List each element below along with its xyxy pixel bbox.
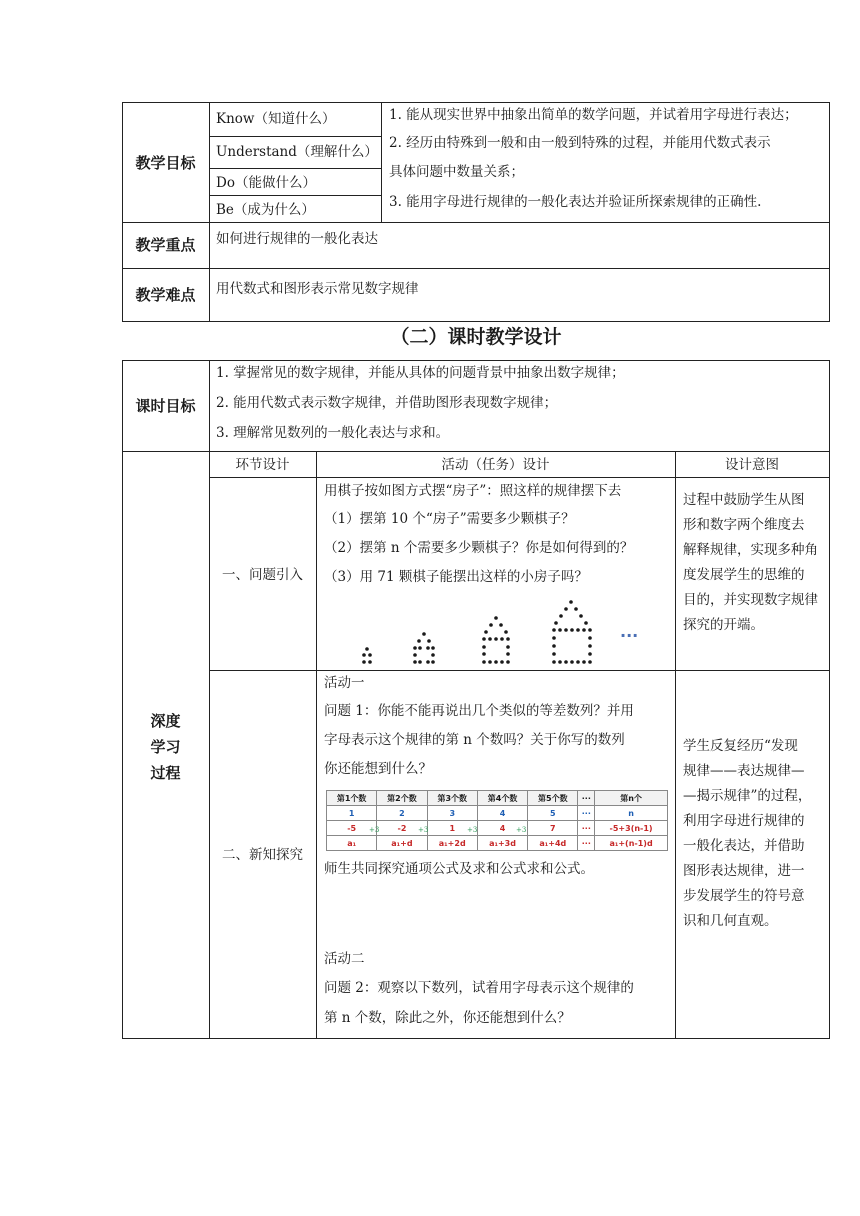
lesson-goal-header: 课时目标 [135, 397, 196, 415]
sequence-table: 第1个数 第2个数 第3个数 第4个数 第5个数 ··· 第n个 1 2 3 4 5 ··· n -5 -2 1 4 7 ··· -5+3(n-1) a₁ a₁+d a₁+2d a₁+3d a₁+4d ··· a₁+(n-1)d [326, 790, 668, 851]
col-header-activity: 活动（任务）设计 [441, 457, 550, 473]
level-be: Be（成为什么） [216, 202, 315, 218]
stage1-intent: 过程中鼓励学生从图 形和数字两个维度去 解释规律，实现多种角 度发展学生的思维的 目的，并实现数字规律 探究的开端。 [683, 492, 818, 633]
q1-line-3: 你还能想到什么？ [324, 761, 432, 777]
stage1-name: 一、问题引入 [222, 567, 303, 583]
house-4 [552, 600, 592, 664]
q2-line-2: 第 n 个数，除此之外，你还能想到什么？ [324, 1010, 571, 1026]
activity1-label: 活动一 [324, 675, 365, 691]
lesson-goal-1: 1. 掌握常见的数字规律，并能从具体的问题背景中抽象出数字规律； [216, 365, 625, 381]
col-header-intent: 设计意图 [725, 457, 779, 473]
q1-line-2: 字母表示这个规律的第 n 个数吗？关于你写的数列 [324, 732, 625, 748]
goal-line-4: 3. 能用字母进行规律的一般化表达并验证所探索规律的正确性. [389, 194, 762, 210]
stage2-name: 二、新知探究 [222, 847, 303, 863]
q2-line-1: 问题 2：观察以下数列，试着用字母表示这个规律的 [324, 980, 634, 996]
stage2-intent: 学生反复经历“发现 规律——表达规律— —揭示规律”的过程， 利用字母进行规律的 一般化表达，并借助 图形表达规律，进一 步发展学生的符号意 识和几何直观。 [683, 738, 812, 929]
lesson-goal-2: 2. 能用代数式表示数字规律，并借助图形表现数字规律； [216, 395, 558, 411]
q1-line-1: 问题 1：你能不能再说出几个类似的等差数列？并用 [324, 703, 634, 719]
arrow-label-4: +3 [516, 826, 527, 834]
goal-line-2: 2. 经历由特殊到一般和由一般到特殊的过程，并能用代数式表示 [389, 135, 771, 151]
arrow-label-2: +3 [418, 826, 429, 834]
house-1 [362, 647, 372, 664]
pattern-ellipsis: ··· [620, 626, 639, 645]
goals-header: 教学目标 [135, 154, 196, 172]
difficulty-text: 用代数式和图形表示常见数字规律 [216, 281, 419, 297]
stage1-line-1: 用棋子按如图方式摆“房子”：照这样的规律摆下去 [324, 483, 622, 499]
stage1-line-4: （3）用 71 颗棋子能摆出这样的小房子吗？ [324, 569, 588, 585]
stage1-line-3: （2）摆第 n 个需要多少颗棋子？你是如何得到的？ [324, 540, 634, 556]
focus-header: 教学重点 [135, 236, 196, 254]
goal-line-1: 1. 能从现实世界中抽象出简单的数学问题，并试着用字母进行表达； [389, 107, 798, 123]
arrow-label-3: +3 [467, 826, 478, 834]
house-3 [482, 616, 510, 664]
goal-line-3: 具体问题中数量关系； [389, 164, 524, 180]
arrow-label-1: +3 [369, 826, 380, 834]
focus-text: 如何进行规律的一般化表达 [216, 231, 378, 247]
col-header-stage: 环节设计 [235, 457, 290, 473]
process-header: 深度 学习 过程 [150, 712, 181, 782]
difficulty-header: 教学难点 [135, 286, 196, 304]
house-2 [413, 632, 435, 664]
house-pattern-figure [350, 596, 650, 668]
level-do: Do（能做什么） [216, 175, 316, 191]
section-title: （二）课时教学设计 [390, 326, 562, 348]
level-understand: Understand（理解什么） [216, 144, 378, 160]
level-know: Know（知道什么） [216, 111, 336, 127]
lesson-goal-3: 3. 理解常见数列的一般化表达与求和。 [216, 425, 450, 441]
after-table-text: 师生共同探究通项公式及求和公式求和公式。 [324, 861, 594, 877]
activity2-label: 活动二 [324, 951, 365, 967]
stage1-line-2: （1）摆第 10 个“房子”需要多少颗棋子？ [324, 511, 575, 527]
